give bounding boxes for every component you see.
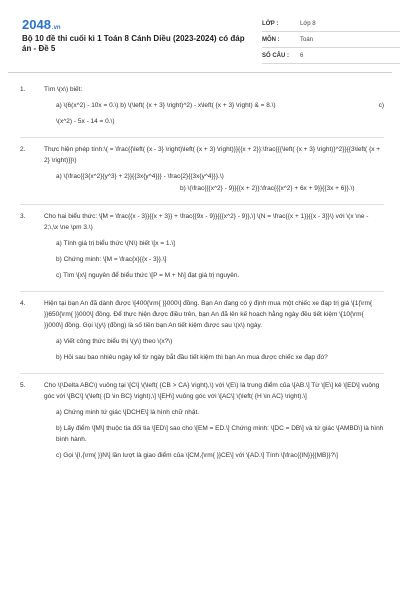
answer-a-b: a) \(6(x^2) - 10x = 0.\) b) \(\left( {x + 3} \right)^2) - x\left( {x + 3} \right) & = 8.\): [56, 102, 276, 109]
question-text: Tìm \(x\) biết:: [44, 86, 83, 93]
question-4: [20, 298, 384, 363]
question-text: Cho \(\Delta ABC\) vuông tại \[C\] \(\left( {CB > CA} \right),\) với \(E\) là trung điểm của \[AB.\] Từ \[E\] kẻ \[ED\] vuông góc với \[BC\] \(\left( {D \in BC} \right),\] \[EH\] vuông góc với \[AC\] \(\left( {H \in AC} \right).\]: [44, 382, 380, 400]
question-list: [20, 84, 384, 461]
question-1: [20, 84, 384, 127]
question-number: 4.: [20, 300, 26, 307]
meta-subject-value: Toán: [300, 36, 314, 43]
answer-a: a) Tính giá trị biểu thức \(N\) biết \[x = 1.\]: [56, 240, 175, 247]
answer-a: a) Viết công thức biểu thị \(y\) theo \(x?\): [56, 338, 173, 345]
answer-c-label: c): [378, 102, 384, 109]
meta-row-class: [262, 16, 400, 32]
question-text: Cho hai biểu thức: \[M = \frac{{x - 3}}{{x + 3}} + \frac{{9x - 9}}{{{x^2} - 9}},\] \(N = \frac{{x + 1}}{{x - 3}}\) với \(x \ne - 2;\,\x \ne \pm 3.\): [44, 213, 369, 231]
site-logo[interactable]: [22, 17, 61, 32]
meta-class-label: LỚP :: [262, 20, 279, 27]
meta-row-subject: [262, 32, 400, 48]
question-3: [20, 211, 384, 281]
answer-a: a) Chứng minh tứ giác \[DCHE\] là hình chữ nhật.: [56, 409, 200, 416]
meta-class-value: Lớp 8: [300, 20, 316, 27]
question-text: Hiện tại bạn An đã dành được \[400{\rm{ }}000\] đồng. Bạn An đang có ý định mua một chiếc xe đạp trị giá \[1{\rm{ }}650{\rm{ }}000\] đồng. Để thực hiện được điều trên, bạn An đã lên kế hoạch hằng ngày đều tiết kiệm \[10{\rm{ }}000\] đồng. Gọi \(y\) (đồng) là số tiền bạn An tiết kiệm được sau \(x\) ngày.: [44, 300, 373, 329]
question-number: 2.: [20, 146, 26, 153]
meta-row-count: [262, 48, 400, 64]
question-number: 1.: [20, 86, 26, 93]
question-2: [20, 144, 384, 194]
answer-b: b) Lấy điểm \[M\] thuộc tia đối tia \[ED\] sao cho \[EM = ED.\] Chứng minh: \[DC = DB\] và tứ giác \[AMBD\] là hình bình hành.: [56, 425, 384, 443]
document-title: Bộ 10 đề thi cuối kì 1 Toán 8 Cánh Diều (2023-2024) có đáp án - Đề 5: [22, 34, 245, 53]
answer-b: b) \(\frac{{{x^2} - 9}}{{x + 2}}:\frac{{{x^2} + 6x + 9}}{{3x + 6}}.\): [180, 185, 355, 192]
answer-b: b) Hỏi sau bao nhiêu ngày kể từ ngày bắt đầu tiết kiệm thì bạn An mua được chiếc xe đạp đó?: [56, 354, 328, 361]
answer-c: c) Tìm \[x\] nguyên để biểu thức \[P = M + N\] đạt giá trị nguyên.: [56, 272, 240, 279]
logo-suffix: .vn: [51, 25, 61, 31]
header: [22, 10, 384, 66]
meta-count-label: SỐ CÂU :: [262, 52, 289, 59]
meta-table: [262, 16, 400, 64]
answer-c: c) Gọi \[I,{\rm{ }}N\] lần lượt là giao điểm của \[CM,{\rm{ }}CE\] với \[AD.\] Tính \[\frac{{IN}}{{MB}}?\]: [56, 452, 338, 459]
answer-a: a) \(\frac{{3{x^2}{y^3} + 2}}{{3x{y^4}}} - \frac{2}{{3x{y^4}}}.\): [56, 173, 224, 180]
question-number: 3.: [20, 213, 26, 220]
question-number: 5.: [20, 382, 26, 389]
logo-text: 2048: [22, 17, 51, 32]
header-divider: [8, 72, 392, 73]
question-5: [20, 380, 384, 461]
meta-count-value: 6: [300, 52, 304, 59]
answer-c: \(x^2) - 5x - 14 = 0.\): [56, 118, 115, 125]
answer-b: b) Chứng minh: \[M = \frac{x}{{x - 3}}.\]: [56, 256, 167, 263]
meta-subject-label: MÔN :: [262, 36, 280, 43]
question-text: Thực hiện phép tính:\( = \frac{{\left( {x - 3} \right)\left( {x + 3} \right)}}{{x + 2}}:\frac{{{\left( {x + 3} \right)}^2}}{{3\left( {x + 2} \right)}}\): [44, 146, 381, 164]
